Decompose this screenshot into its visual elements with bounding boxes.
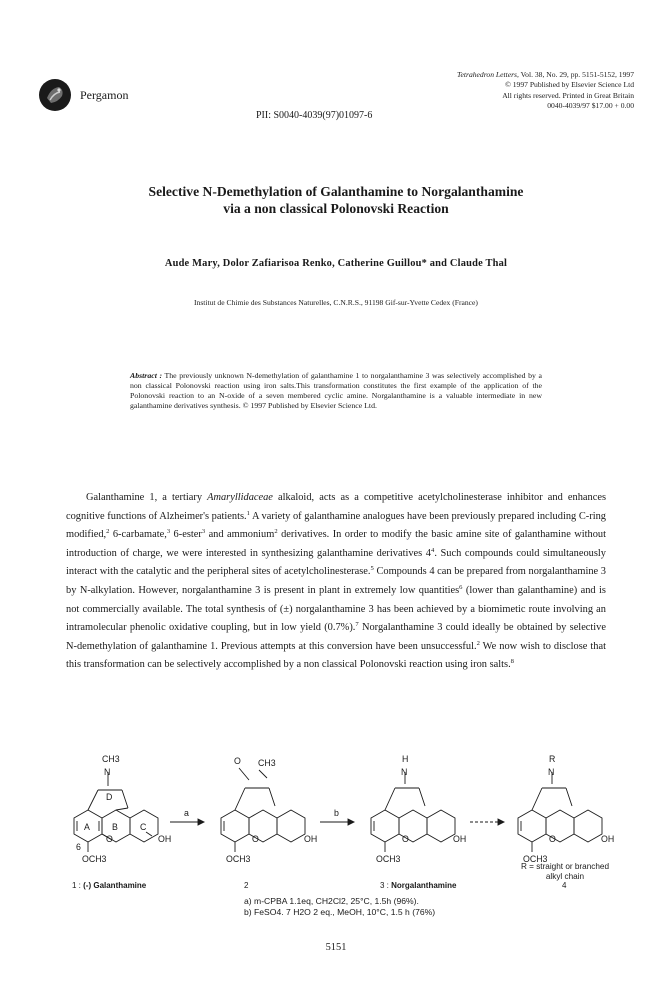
atom-n: N (401, 767, 408, 777)
journal-header (457, 70, 634, 112)
r-note-line-1: R = straight or branched (520, 862, 610, 871)
body-text-run: Compounds 4 can be prepared from norgalanthamine 3 by N-alkylation. However, norgalanthamine 3 is present in plant in extremely low quantities (66, 566, 606, 596)
body-text-run: derivatives. In order to modify the basic amine site of galanthamine without introduction of charge, we were interested in synthesizing galanthamine derivatives 4 (66, 529, 606, 559)
body-text-run: We now wish to disclose that this transformation can be selectively accomplished by a non classical Polonovski reaction using iron salts. (66, 640, 606, 671)
position-6: 6 (76, 842, 81, 852)
atom-och3: OCH3 (82, 854, 107, 864)
molecule-norgalanthamine (371, 772, 455, 852)
ring-label-a: A (84, 822, 90, 832)
body-text-run: and ammonium (205, 529, 275, 541)
body-text-run: 6-ester (170, 529, 202, 541)
paper-title (0, 183, 672, 217)
molecule-n-oxide (221, 768, 305, 852)
molecule-galanthamine (74, 772, 158, 852)
reference-superscript: 8 (510, 658, 514, 666)
compound-4-caption: 4 (562, 881, 567, 890)
body-text-run: Norgalanthamine 3 could ideally be obtained by selective N-demethylation of galanthamine 1. Previous attempts at this conversion have been unsuccessful. (66, 622, 606, 652)
atom-oh: OH (158, 834, 172, 844)
condition-b: b) FeSO4. 7 H2O 2 eq., MeOH, 10°C, 1.5 h (76%) (244, 906, 436, 917)
title-line-2: via a non classical Polonovski Reaction (223, 201, 449, 216)
reference-superscript: 3 (166, 528, 171, 536)
atom-n: N (548, 767, 555, 777)
atom-och3: OCH3 (376, 854, 401, 864)
ring-label-c: C (140, 822, 147, 832)
page-number: 5151 (325, 942, 347, 953)
atom-o: O (234, 756, 241, 766)
rights-line: All rights reserved. Printed in Great Britain (502, 90, 634, 100)
body-text-run: 6-carbamate, (109, 529, 167, 541)
condition-a: a) m-CPBA 1.1eq, CH2Cl2, 25°C, 1.5h (96%). (244, 896, 419, 906)
ring-label-d: D (106, 792, 113, 802)
body-text-run: . Such compounds could simultaneously interact with the catalytic and the peripheral sites of acetylcholinesterase. (66, 547, 606, 578)
body-text-run: Galanthamine 1, a tertiary (86, 492, 208, 503)
compound-2-caption: 2 (244, 881, 249, 890)
atom-o: O (252, 834, 259, 844)
body-text-italic: Amaryllidaceae (207, 492, 273, 503)
journal-citation (457, 70, 634, 80)
journal-volume: Vol. 38, No. 29, pp. 5151-5152, 1997 (518, 70, 634, 79)
journal-name: Tetrahedron Letters, (457, 70, 519, 79)
author-list: Aude Mary, Dolor Zafiarisoa Renko, Catherine Guillou* and Claude Thal (164, 258, 508, 269)
compound-3-number: 3 : (380, 881, 392, 890)
atom-oh: OH (453, 834, 467, 844)
reaction-conditions (244, 896, 435, 917)
r-group-note (505, 862, 625, 882)
atom-n: N (104, 767, 111, 777)
abstract-label: Abstract : (130, 371, 163, 380)
reference-superscript: 2 (274, 528, 278, 536)
atom-och3: OCH3 (226, 854, 251, 864)
r-note-line-2: alkyl chain (545, 872, 585, 881)
copyright-line: © 1997 Published by Elsevier Science Ltd (505, 80, 634, 90)
reference-superscript: 2 (476, 639, 480, 647)
compound-1-caption (72, 881, 147, 890)
atom-ch3: CH3 (258, 758, 276, 768)
atom-h: H (402, 754, 409, 764)
reference-superscript: 5 (370, 565, 374, 573)
body-text-run: alkaloid, acts as a competitive acetylcholinesterase inhibitor and enhances cognitive functions of Alzheimer's patients. (66, 492, 607, 522)
reference-superscript: 1 (246, 509, 250, 517)
pergamon-logo-icon (38, 78, 72, 112)
publisher-name: Pergamon (80, 88, 129, 102)
atom-och3: OCH3 (523, 854, 548, 864)
body-text-run: A variety of galanthamine analogues have been previously prepared including C-ring modified, (66, 510, 606, 541)
compound-1-name: (-) Galanthamine (83, 881, 147, 890)
reference-superscript: 3 (201, 528, 206, 536)
atom-r: R (549, 754, 556, 764)
title-line-1: Selective N-Demethylation of Galanthamine to Norgalanthamine (148, 184, 524, 199)
atom-oh: OH (304, 834, 318, 844)
atom-ch3: CH3 (102, 754, 120, 764)
pii-identifier: PII: S0040-4039(97)01097-6 (256, 110, 373, 121)
affiliation: Institut de Chimie des Substances Naturelles, C.N.R.S., 91198 Gif-sur-Yvette Cedex (France) (194, 298, 478, 307)
atom-o: O (106, 834, 113, 844)
issn-line: 0040-4039/97 $17.00 + 0.00 (547, 101, 634, 111)
abstract (130, 371, 542, 411)
atom-o: O (549, 834, 556, 844)
abstract-text: The previously unknown N-demethylation of galanthamine 1 to norgalanthamine 3 was selectively accomplished by a non classical Polonovski reaction using iron salts.This transformation constitutes the first example of the application of the Polonovski reaction to an N-oxide of a seven membered cyclic amine. Norgalanthamine is a valuable intermediate in new galanthamine derivatives synthesis. © 1997 Published by Elsevier Science Ltd. (130, 371, 543, 410)
ring-label-b: B (112, 822, 118, 832)
reference-superscript: 4 (431, 546, 435, 554)
body-text-run: (lower than galanthamine) and is not commercially available. The total synthesis of (±) norgalanthamine 3 has been achieved by a biomimetic route involving an intramolecular phenolic oxidative coupling, but in low yield (0.7%). (66, 584, 606, 634)
reference-superscript: 6 (459, 583, 463, 591)
atom-oh: OH (601, 834, 615, 844)
reference-superscript: 7 (355, 621, 359, 629)
compound-3-name: Norgalanthamine (391, 881, 457, 890)
compound-3-caption (380, 881, 457, 890)
molecule-derivative (518, 772, 602, 852)
body-paragraph (66, 489, 606, 675)
arrow-label-b: b (334, 808, 339, 818)
compound-1-number: 1 : (72, 881, 84, 890)
atom-o: O (402, 834, 409, 844)
arrow-label-a: a (184, 808, 189, 818)
reference-superscript: 2 (106, 528, 110, 536)
